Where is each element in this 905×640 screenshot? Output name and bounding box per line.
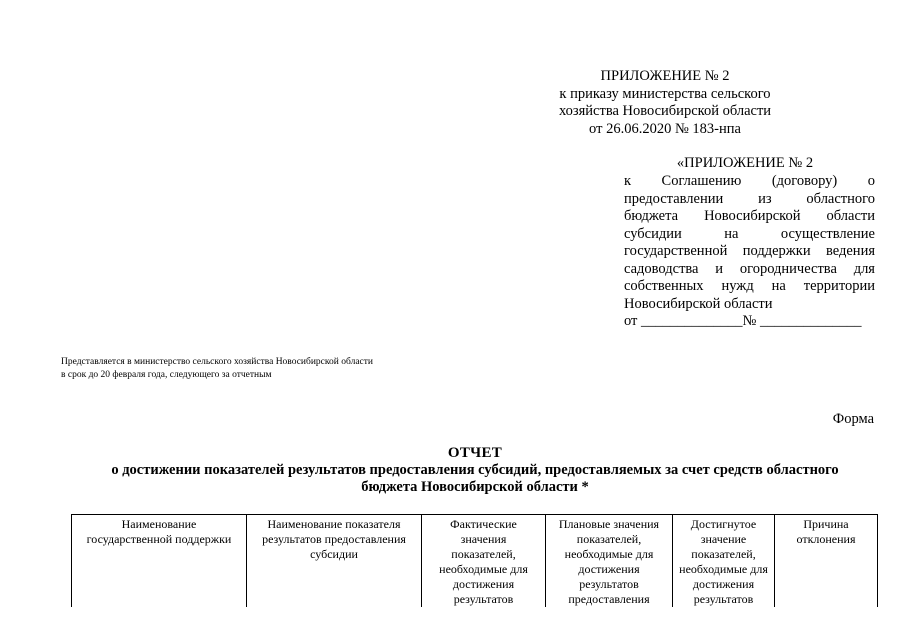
header-text: достижения [452, 577, 515, 591]
agreement-word: территории [803, 278, 875, 294]
report-title-block [70, 445, 880, 496]
column-header-actual-values [422, 515, 546, 608]
header-text: Достигнутое [690, 517, 757, 531]
column-header-indicator-name [247, 515, 422, 608]
header-text: результатов предоставления [262, 532, 406, 546]
header-text: необходимые для [564, 547, 654, 561]
header-text: предоставления [568, 592, 650, 606]
header-text: достижения [578, 562, 640, 576]
agreement-word: бюджета [624, 208, 679, 224]
agreement-line [624, 208, 875, 226]
column-header-deviation-reason [775, 515, 878, 608]
agreement-word: и [715, 260, 724, 277]
header-text: результатов [453, 592, 514, 606]
table-header-row [72, 515, 878, 608]
agreement-line [624, 173, 875, 191]
agreement-word: области [826, 208, 875, 224]
agreement-word: для [853, 260, 875, 277]
agreement-word: к [624, 173, 632, 189]
agreement-word: областного [806, 190, 875, 207]
report-subtitle-line: о достижении показателей результатов предоставления субсидий, предоставляемых за счет средств областного [111, 462, 839, 478]
agreement-appendix-title: «ПРИЛОЖЕНИЕ № 2 [676, 155, 814, 171]
header-text: Плановые значения [558, 517, 660, 531]
header-text: показателей, [576, 532, 642, 546]
column-header-support-name [72, 515, 247, 608]
agreement-word: предоставлении [624, 190, 724, 207]
submission-note-line: в срок до 20 февраля года, следующего за отчетным [61, 370, 272, 380]
order-appendix-line: к приказу министерства сельского [559, 85, 771, 102]
submission-note [61, 356, 373, 382]
header-text: показателей, [691, 547, 756, 561]
column-header-planned-values [546, 515, 673, 608]
agreement-word: на [771, 278, 786, 294]
agreement-word: (договору) [771, 173, 838, 189]
header-text: Наименование [121, 517, 197, 531]
agreement-date-line: от ______________№ ______________ [624, 313, 862, 329]
agreement-word: Соглашению [661, 173, 742, 189]
header-text: Наименование показателя [267, 517, 401, 531]
order-appendix-line: от 26.06.2020 № 183-нпа [589, 120, 741, 137]
agreement-line-last: Новосибирской области [624, 295, 773, 312]
agreement-word: государственной [624, 243, 728, 259]
order-appendix-line: ПРИЛОЖЕНИЕ № 2 [600, 68, 730, 84]
agreement-word: ведения [825, 243, 875, 259]
header-text: отклонения [796, 532, 856, 546]
agreement-word: поддержки [742, 243, 811, 259]
header-text: Причина [803, 517, 849, 531]
report-subtitle-line: бюджета Новосибирской области * [361, 479, 589, 495]
header-text: значение [700, 532, 747, 546]
header-text: достижения [692, 577, 755, 591]
report-title: ОТЧЕТ [447, 445, 503, 461]
agreement-line [624, 261, 875, 279]
agreement-word: субсидии [624, 225, 682, 242]
header-text: субсидии [310, 547, 358, 561]
agreement-word: нужд [721, 278, 754, 294]
header-text: необходимые для [679, 562, 768, 576]
header-text: результатов [579, 577, 639, 591]
agreement-word: огородничества [739, 260, 837, 277]
agreement-word: собственных [624, 278, 704, 294]
agreement-line [624, 191, 875, 209]
header-text: необходимые для [439, 562, 528, 576]
order-appendix-line: хозяйства Новосибирской области [558, 103, 772, 119]
header-text: Фактические [450, 517, 517, 531]
agreement-word: на [724, 225, 739, 242]
header-text: значения [460, 532, 507, 546]
agreement-line [624, 278, 875, 296]
column-header-achieved-value [673, 515, 775, 608]
agreement-word: о [867, 173, 875, 189]
agreement-line [624, 243, 875, 261]
agreement-word: садоводства [624, 260, 699, 277]
agreement-appendix-block [624, 173, 875, 331]
agreement-word: из [758, 190, 772, 207]
header-text: государственной поддержки [86, 532, 232, 546]
agreement-line [624, 226, 875, 244]
order-appendix-block [500, 68, 830, 138]
form-label: Форма [832, 411, 874, 427]
header-text: результатов [693, 592, 754, 606]
submission-note-line: Представляется в министерство сельского хозяйства Новосибирской области [61, 357, 373, 367]
report-table [71, 514, 878, 607]
agreement-word: осуществление [780, 225, 875, 242]
header-text: показателей, [451, 547, 516, 561]
agreement-word: Новосибирской [704, 208, 801, 224]
